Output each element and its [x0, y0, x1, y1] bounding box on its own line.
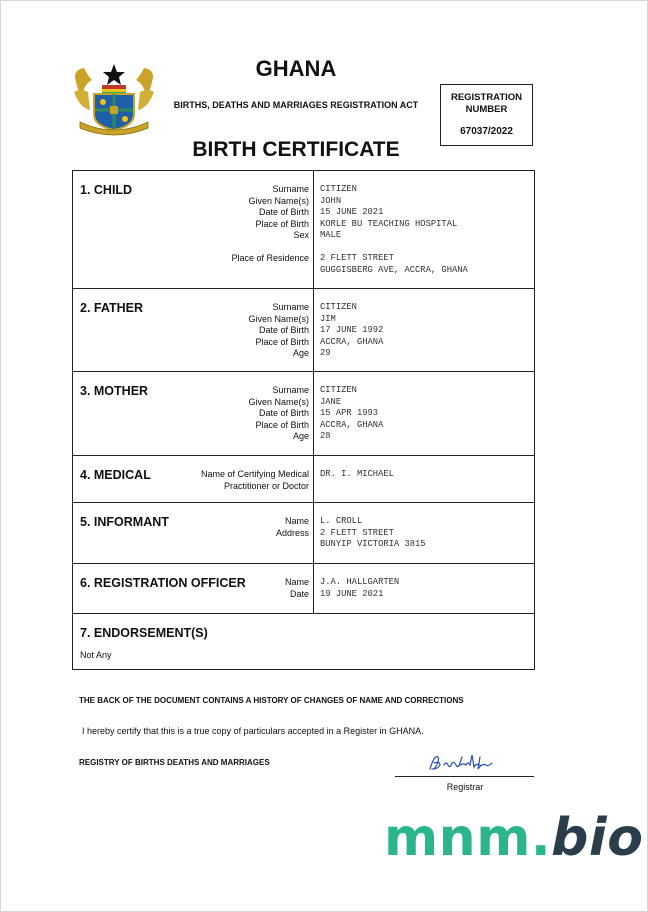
informant-address-label: Address — [275, 527, 309, 538]
certificate-sections — [72, 170, 535, 670]
informant-address-line-2: BUNYIP VICTORIA 3815 — [320, 539, 426, 550]
father-dob-value: 17 JUNE 1992 — [320, 325, 384, 336]
certification-statement: I hereby certify that this is a true copy of particulars accepted in a Register in GHANA. — [82, 726, 424, 736]
mother-given-label: Given Name(s) — [248, 396, 309, 407]
child-pob-value: KORLE BU TEACHING HOSPITAL — [320, 218, 458, 229]
section-title-child: 1. CHILD — [80, 183, 133, 197]
father-age-label: Age — [292, 348, 309, 359]
child-residence-line-1: 2 FLETT STREET — [320, 252, 394, 263]
father-given-label: Given Name(s) — [248, 313, 309, 324]
watermark-part-a: mnm. — [384, 808, 552, 868]
officer-name-value: J.A. HALLGARTEN — [320, 577, 400, 587]
watermark-logo — [384, 808, 644, 868]
country-title: GHANA — [255, 56, 337, 81]
child-residence-line-2: GUGGISBERG AVE, ACCRA, GHANA — [320, 264, 468, 275]
registration-act: BIRTHS, DEATHS AND MARRIAGES REGISTRATION ACT — [173, 100, 419, 110]
officer-date-label: Date — [289, 588, 309, 599]
child-dob-label: Date of Birth — [258, 207, 309, 218]
child-pob-label: Place of Birth — [255, 218, 309, 229]
registrar-label: Registrar — [446, 782, 484, 792]
section-mother — [73, 372, 534, 456]
mother-age-label: Age — [292, 431, 309, 442]
father-dob-label: Date of Birth — [258, 325, 309, 336]
signature-line — [395, 776, 534, 777]
section-child — [73, 171, 534, 289]
child-surname-label: Surname — [272, 184, 309, 194]
child-sex-value: MALE — [320, 230, 342, 241]
child-surname-value: CITIZEN — [320, 184, 357, 194]
father-age-value: 29 — [320, 348, 331, 359]
father-given-value: JIM — [320, 313, 336, 324]
section-title-informant: 5. INFORMANT — [80, 515, 169, 529]
medical-practitioner-value: DR. I. MICHAEL — [320, 469, 394, 479]
mother-pob-value: ACCRA, GHANA — [320, 419, 384, 430]
registry-name: REGISTRY OF BIRTHS DEATHS AND MARRIAGES — [79, 758, 270, 767]
father-pob-label: Place of Birth — [255, 336, 309, 347]
registration-label: REGISTRATION — [450, 92, 523, 103]
mother-given-value: JANE — [320, 396, 342, 407]
section-title-father: 2. FATHER — [80, 301, 143, 315]
father-surname-value: CITIZEN — [320, 302, 357, 312]
informant-address-line-1: 2 FLETT STREET — [320, 527, 394, 538]
section-title-mother: 3. MOTHER — [80, 384, 149, 398]
mother-age-value: 28 — [320, 431, 331, 442]
officer-date-value: 19 JUNE 2021 — [320, 588, 384, 599]
medical-label-line-2: Practitioner or Doctor — [223, 480, 309, 491]
medical-label-line-1: Name of Certifying Medical — [200, 469, 309, 479]
child-given-value: JOHN — [320, 195, 342, 206]
child-sex-label: Sex — [293, 230, 309, 241]
certificate-title: BIRTH CERTIFICATE — [192, 138, 400, 161]
back-of-document-note: THE BACK OF THE DOCUMENT CONTAINS A HISTORY OF CHANGES OF NAME AND CORRECTIONS — [79, 696, 464, 705]
child-dob-value: 15 JUNE 2021 — [320, 207, 384, 218]
child-residence-label: Place of Residence — [231, 252, 309, 263]
registrar-signature — [426, 753, 500, 775]
section-father — [73, 289, 534, 372]
mother-surname-value: CITIZEN — [320, 385, 357, 395]
watermark-part-b: bio — [551, 808, 644, 868]
section-endorsement — [73, 614, 534, 669]
coat-of-arms-emblem — [70, 62, 158, 136]
section-medical — [73, 456, 534, 503]
mother-dob-label: Date of Birth — [258, 408, 309, 419]
section-title-medical: 4. MEDICAL — [80, 468, 151, 482]
father-surname-label: Surname — [272, 302, 309, 312]
section-title-officer: 6. REGISTRATION OFFICER — [80, 576, 246, 590]
registration-number-box — [440, 84, 533, 146]
endorsement-value: Not Any — [80, 650, 112, 660]
informant-name-value: L. CROLL — [320, 516, 363, 526]
registration-number: 67037/2022 — [460, 126, 513, 137]
section-title-endorsement: 7. ENDORSEMENT(S) — [80, 626, 208, 640]
registration-label-2: NUMBER — [465, 104, 508, 115]
informant-name-label: Name — [284, 516, 309, 526]
father-pob-value: ACCRA, GHANA — [320, 336, 384, 347]
section-registration-officer — [73, 564, 534, 614]
mother-dob-value: 15 APR 1993 — [320, 408, 379, 419]
child-given-label: Given Name(s) — [248, 195, 309, 206]
mother-surname-label: Surname — [272, 385, 309, 395]
mother-pob-label: Place of Birth — [255, 419, 309, 430]
officer-name-label: Name — [284, 577, 309, 587]
section-informant — [73, 503, 534, 564]
